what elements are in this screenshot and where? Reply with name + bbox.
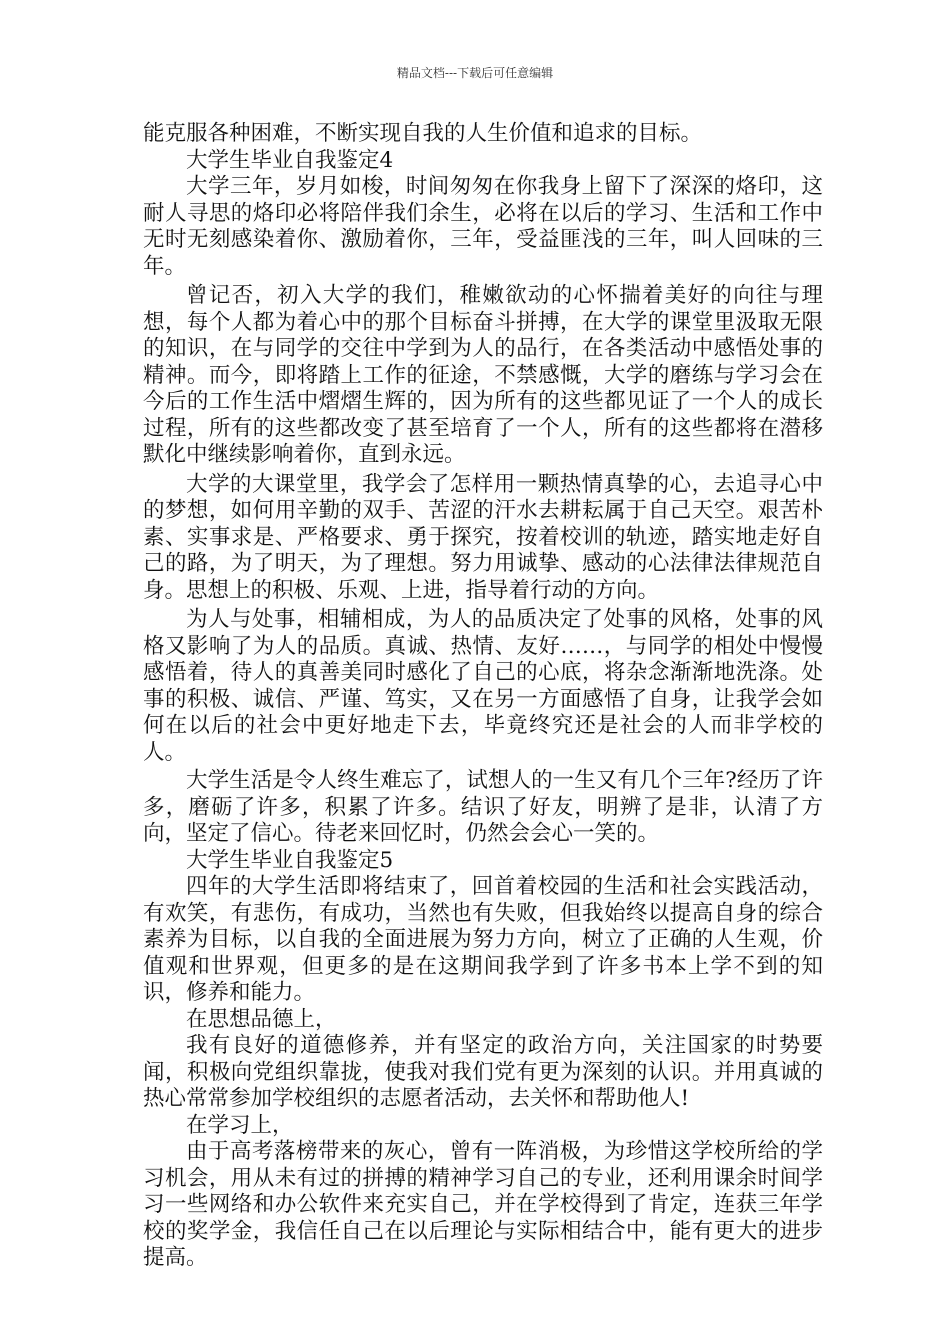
paragraph: 为人与处事，相辅相成，为人的品质决定了处事的风格，处事的风格又影响了为人的品质。真诚、热情、友好……，与同学的相处中慢慢感悟着，待人的真善美同时感化了自己的心底，将杂念渐渐地洗涤。处事的积极、诚信、严谨、笃实，又在另一方面感悟了自身，让我学会如何在以后的社会中更好地走下去，毕竟终究还是社会的人而非学校的人。 [143,607,823,765]
page-header: 精品文档---下载后可任意编辑 [396,66,554,80]
document-body [143,121,823,1272]
paragraph: 曾记否，初入大学的我们，稚嫩欲动的心怀揣着美好的向往与理想，每个人都为着心中的那个目标奋斗拼搏，在大学的课堂里汲取无限的知识，在与同学的交往中学到为人的品行，在各类活动中感悟处事的精神。而今，即将踏上工作的征途，不禁感慨，大学的磨练与学习会在今后的工作生活中熠熠生辉的，因为所有的这些都见证了一个人的成长过程，所有的这些都改变了甚至培育了一个人，所有的这些都将在潜移默化中继续影响着你，直到永远。 [143,283,823,467]
paragraph: 我有良好的道德修养，并有坚定的政治方向，关注国家的时势要闻，积极向党组织靠拢，使我对我们党有更为深刻的认识。并用真诚的热心常常参加学校组织的志愿者活动，去关怀和帮助他人! [143,1033,823,1111]
subheading-moral: 在思想品德上， [186,1006,337,1032]
paragraph: 由于高考落榜带来的灰心，曾有一阵消极，为珍惜这学校所给的学习机会，用从未有过的拼搏的精神学习自己的专业，还利用课余时间学习一些网络和办公软件来充实自己，并在学校得到了肯定，连获三年学校的奖学金，我信任自己在以后理论与实际相结合中，能有更大的进步提高。 [143,1139,823,1270]
paragraph: 大学生活是令人终生难忘了，试想人的一生又有几个三年?经历了许多，磨砺了许多，积累了许多。结识了好友，明辨了是非，认清了方向，坚定了信心。待老来回忆时，仍然会会心一笑的。 [143,768,823,846]
paragraph: 大学的大课堂里，我学会了怎样用一颗热情真挚的心，去追寻心中的梦想，如何用辛勤的双手、苦涩的汗水去耕耘属于自己天空。艰苦朴素、实事求是、严格要求、勇于探究，按着校训的轨迹，踏实地走好自己的路，为了明天，为了理想。努力用诚挚、感动的心法律法律规范自身。思想上的积极、乐观、上进，指导着行动的方向。 [143,471,823,603]
paragraph-continuation: 能克服各种困难，不断实现自我的人生价值和追求的目标。 [143,121,703,146]
subheading-study: 在学习上， [186,1112,294,1138]
section-heading-5: 大学生毕业自我鉴定5 [186,847,394,873]
paragraph: 大学三年，岁月如梭，时间匆匆在你我身上留下了深深的烙印，这耐人寻思的烙印必将陪伴我们余生，必将在以后的学习、生活和工作中无时无刻感染着你、激励着你，三年，受益匪浅的三年，叫人回味的三年。 [143,174,823,279]
paragraph: 四年的大学生活即将结束了，回首着校园的生活和社会实践活动，有欢笑，有悲伤，有成功，当然也有失败，但我始终以提高自身的综合素养为目标，以自我的全面进展为努力方向，树立了正确的人生观，价值观和世界观，但更多的是在这期间我学到了许多书本上学不到的知识，修养和能力。 [143,874,823,1005]
section-heading-4: 大学生毕业自我鉴定4 [186,147,394,173]
